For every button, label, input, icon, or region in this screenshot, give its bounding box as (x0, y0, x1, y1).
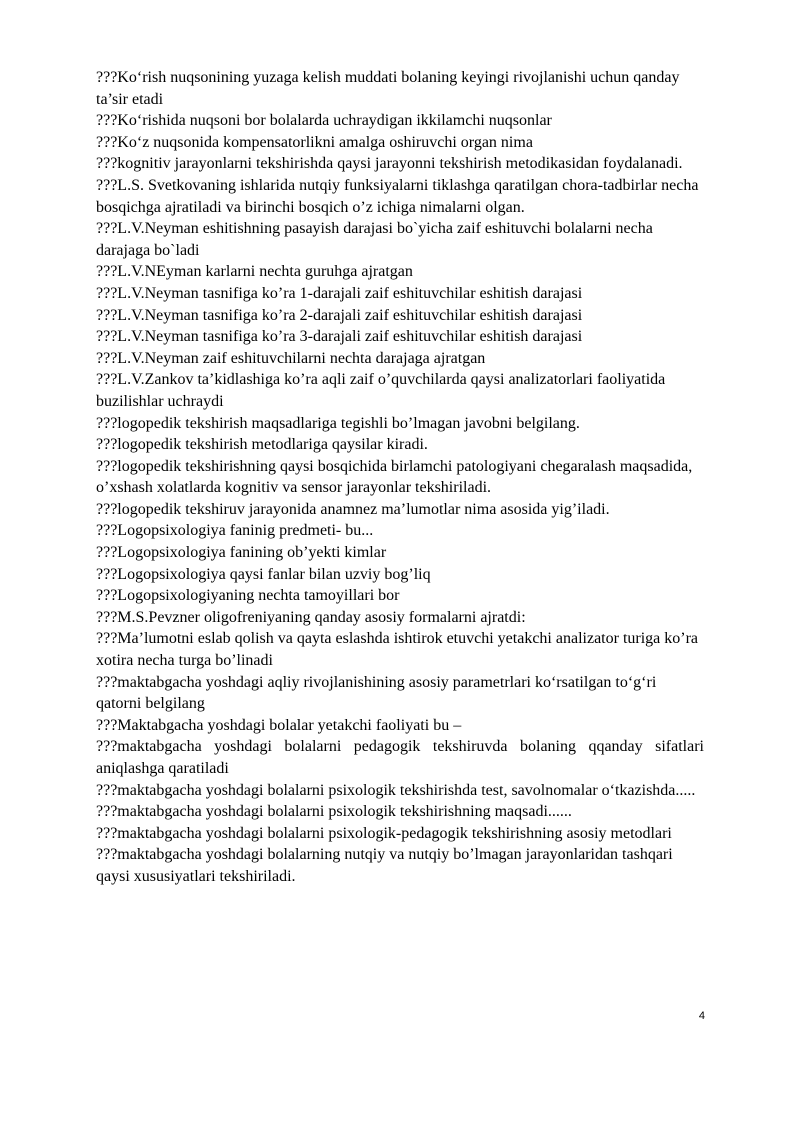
question-item: ???maktabgacha yoshdagi bolalarning nutqiy va nutqiy bo’lmagan jarayonlaridan tashqari qaysi xususiyatlari tekshiriladi. (96, 846, 673, 885)
question-list (96, 67, 704, 888)
question-item: ???Maktabgacha yoshdagi bolalar yetakchi faoliyati bu – (96, 716, 462, 734)
question-item: ???Ko‘rishida nuqsoni bor bolalarda uchraydigan ikkilamchi nuqsonlar (96, 112, 552, 130)
question-item: ???maktabgacha yoshdagi bolalarni psixologik tekshirishning maqsadi...... (96, 803, 572, 821)
question-item: ???maktabgacha yoshdagi bolalarni pedagogik tekshiruvda bolaning qqanday sifatlari aniqlashga qaratiladi (96, 738, 704, 777)
question-item: ???Logopsixologiyaning nechta tamoyillari bor (96, 587, 400, 605)
question-item: ???L.V.NEyman karlarni nechta guruhga ajratgan (96, 263, 413, 281)
question-item: ???L.V.Neyman tasnifiga ko’ra 2-darajali zaif eshituvchilar eshitish darajasi (96, 306, 583, 324)
question-item: ???Logopsixologiya fanining ob’yekti kimlar (96, 544, 387, 562)
question-item: ???L.S. Svetkovaning ishlarida nutqiy funksiyalarni tiklashga qaratilgan chora-tadbirlar necha bosqichga ajratiladi va birinchi bosqich o’z ichiga nimalarni olgan. (96, 176, 699, 216)
question-item: ???Logopsixologiya faninig predmeti- bu... (96, 522, 374, 540)
question-item: ???L.V.Neyman tasnifiga ko’ra 1-darajali zaif eshituvchilar eshitish darajasi (96, 284, 583, 302)
page-number: 4 (698, 1010, 705, 1022)
question-item: ???logopedik tekshirishning qaysi bosqichida birlamchi patologiyani chegaralash maqsadida, o’xshash xolatlarda kognitiv va sensor jarayonlar tekshiriladi. (96, 457, 693, 497)
question-item: ???M.S.Pevzner oligofreniyaning qanday asosiy formalarni ajratdi: (96, 608, 526, 626)
question-item: ???maktabgacha yoshdagi bolalarni psixologik-pedagogik tekshirishning asosiy metodlari (96, 824, 672, 842)
question-item: ???L.V.Neyman eshitishning pasayish darajasi bo`yicha zaif eshituvchi bolalarni necha darajaga bo`ladi (96, 220, 653, 259)
question-item: ???Ko‘z nuqsonida kompensatorlikni amalga oshiruvchi organ nima (96, 133, 533, 151)
question-item: ???logopedik tekshirish maqsadlariga tegishli bo’lmagan javobni belgilang. (96, 414, 580, 432)
question-item: ???maktabgacha yoshdagi aqliy rivojlanishining asosiy parametrlari ko‘rsatilgan to‘g‘ri qatorni belgilang (96, 673, 657, 713)
question-item: ???L.V.Neyman tasnifiga ko’ra 3-darajali zaif eshituvchilar eshitish darajasi (96, 328, 583, 346)
question-item: ???logopedik tekshirish metodlariga qaysilar kiradi. (96, 436, 428, 454)
question-item: ???maktabgacha yoshdagi bolalarni psixologik tekshirishda test, savolnomalar o‘tkazishda..... (96, 781, 696, 799)
question-item: ???kognitiv jarayonlarni tekshirishda qaysi jarayonni tekshirish metodikasidan foydalanadi. (96, 155, 683, 173)
question-item: ???Ma’lumotni eslab qolish va qayta eslashda ishtirok etuvchi yetakchi analizator turiga ko’ra xotira necha turga bo’linadi (96, 630, 699, 670)
question-item: ???L.V.Neyman zaif eshituvchilarni nechta darajaga ajratgan (96, 349, 486, 367)
question-item: ???Ko‘rish nuqsonining yuzaga kelish muddati bolaning keyingi rivojlanishi uchun qanday ta’sir etadi (96, 69, 680, 108)
question-item: ???logopedik tekshiruv jarayonida anamnez ma’lumotlar nima asosida yig’iladi. (96, 500, 610, 518)
question-item: ???Logopsixologiya qaysi fanlar bilan uzviy bog’liq (96, 565, 431, 583)
question-item: ???L.V.Zankov ta’kidlashiga ko’ra aqli zaif o’quvchilarda qaysi analizatorlari faoliyatida buzilishlar uchraydi (96, 371, 666, 410)
